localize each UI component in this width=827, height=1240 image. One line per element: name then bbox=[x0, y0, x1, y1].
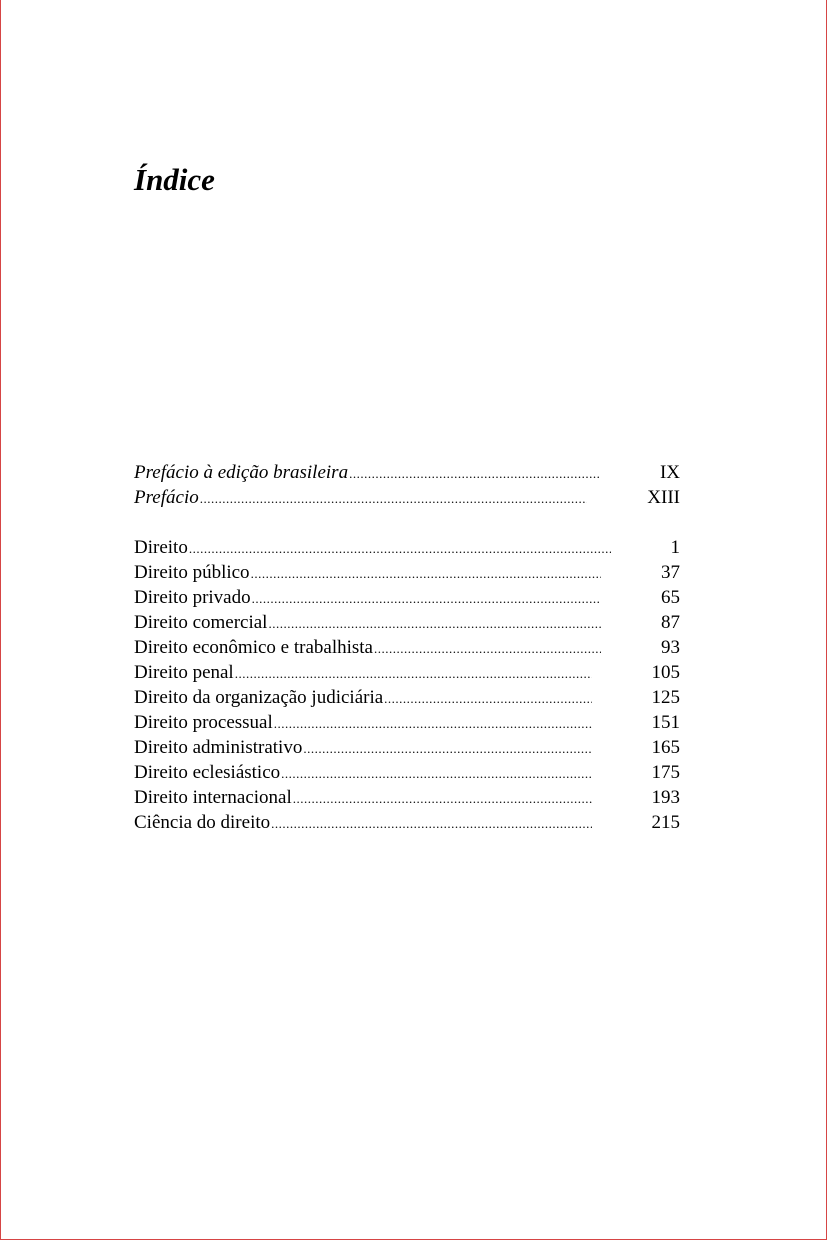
toc-entry-page: 65 bbox=[661, 587, 680, 608]
toc-entry-label: Direito comercial bbox=[134, 612, 268, 633]
toc-entry-label: Direito econômico e trabalhista bbox=[134, 637, 373, 658]
dot-leader bbox=[200, 486, 588, 511]
chapter-list bbox=[134, 535, 680, 835]
toc-entry-label: Direito público bbox=[134, 562, 250, 583]
dot-leader bbox=[268, 611, 601, 636]
dot-leader bbox=[374, 636, 601, 661]
toc-entry bbox=[134, 810, 680, 835]
toc-entry-label: Direito internacional bbox=[134, 787, 292, 808]
toc-entry-label: Direito bbox=[134, 537, 188, 558]
toc-entry-page: IX bbox=[659, 462, 680, 483]
dot-leader bbox=[384, 686, 591, 711]
toc-entry bbox=[134, 685, 680, 710]
toc-entry-label: Direito privado bbox=[134, 587, 251, 608]
toc-entry-page: 105 bbox=[651, 662, 680, 683]
toc-entry-page: 165 bbox=[651, 737, 680, 758]
toc-entry-page: 125 bbox=[651, 687, 680, 708]
toc-entry-preface bbox=[134, 485, 680, 510]
dot-leader bbox=[293, 786, 592, 811]
toc-entry bbox=[134, 760, 680, 785]
toc-entry bbox=[134, 785, 680, 810]
toc-entry-label: Direito penal bbox=[134, 662, 234, 683]
toc-entry bbox=[134, 560, 680, 585]
dot-leader bbox=[349, 461, 600, 486]
toc-entry bbox=[134, 710, 680, 735]
toc-entry-page: 151 bbox=[651, 712, 680, 733]
toc-entry bbox=[134, 535, 680, 560]
toc-entry-page: 87 bbox=[661, 612, 680, 633]
front-matter-list bbox=[134, 460, 680, 510]
toc-entry-label: Direito processual bbox=[134, 712, 273, 733]
dot-leader bbox=[252, 586, 601, 611]
toc-entry-page: 1 bbox=[670, 537, 680, 558]
toc-entry bbox=[134, 635, 680, 660]
toc-entry-page: 193 bbox=[651, 787, 680, 808]
dot-leader bbox=[281, 761, 591, 786]
dot-leader bbox=[189, 536, 611, 561]
dot-leader bbox=[251, 561, 601, 586]
toc-entry-page: XIII bbox=[647, 487, 680, 508]
page-title: Índice bbox=[134, 162, 215, 197]
toc-entry bbox=[134, 660, 680, 685]
toc-entry-label: Prefácio à edição brasileira bbox=[134, 462, 349, 483]
toc-entry bbox=[134, 585, 680, 610]
dot-leader bbox=[271, 811, 591, 836]
dot-leader bbox=[235, 661, 592, 686]
toc-entry-page: 93 bbox=[661, 637, 680, 658]
toc-entry-preface-brazilian-edition bbox=[134, 460, 680, 485]
toc-entry-page: 215 bbox=[651, 812, 680, 833]
toc-entry-label: Ciência do direito bbox=[134, 812, 271, 833]
toc-entry-label: Direito eclesiástico bbox=[134, 762, 281, 783]
toc-entry-page: 175 bbox=[651, 762, 680, 783]
toc-entry-label: Direito da organização judiciária bbox=[134, 687, 384, 708]
toc-entry-label: Prefácio bbox=[134, 487, 199, 508]
dot-leader bbox=[274, 711, 592, 736]
dot-leader bbox=[303, 736, 591, 761]
toc-entry-page: 37 bbox=[661, 562, 680, 583]
toc-entry bbox=[134, 610, 680, 635]
toc-entry bbox=[134, 735, 680, 760]
toc-entry-label: Direito administrativo bbox=[134, 737, 303, 758]
